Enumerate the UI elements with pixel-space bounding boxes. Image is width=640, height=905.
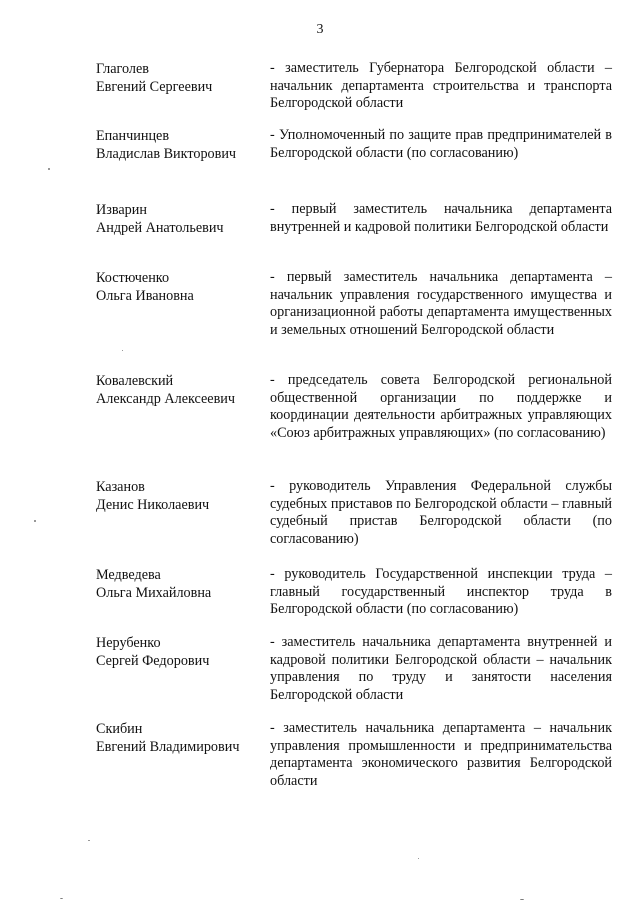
member-given-names: Андрей Анатольевич — [96, 220, 224, 236]
member-given-names: Ольга Ивановна — [96, 288, 194, 304]
member-name — [96, 478, 266, 514]
member-position: - заместитель начальника департамента внутренней и кадровой политики Белгородской области – начальник управления по труду и занятости населения Белгородской области — [270, 634, 612, 703]
member-name — [96, 60, 266, 96]
scan-speck — [418, 858, 419, 859]
member-surname: Нерубенко — [96, 635, 161, 651]
member-surname: Епанчинцев — [96, 128, 170, 144]
member-surname: Скибин — [96, 721, 143, 737]
member-position: - первый заместитель начальника департамента внутренней и кадровой политики Белгородской области — [270, 201, 612, 235]
member-given-names: Денис Николаевич — [96, 497, 210, 513]
scan-speck — [60, 898, 63, 899]
member-name — [96, 566, 266, 602]
member-surname: Глаголев — [96, 61, 149, 77]
page-number: 3 — [316, 22, 324, 37]
scan-speck — [122, 350, 123, 351]
scan-speck — [34, 520, 36, 522]
member-given-names: Ольга Михайловна — [96, 585, 212, 601]
member-name — [96, 269, 266, 305]
member-given-names: Сергей Федорович — [96, 653, 210, 669]
member-given-names: Евгений Владимирович — [96, 739, 240, 755]
member-given-names: Владислав Викторович — [96, 146, 237, 162]
scan-speck — [520, 899, 524, 900]
member-surname: Ковалевский — [96, 373, 174, 389]
member-name — [96, 634, 266, 670]
member-name — [96, 372, 266, 408]
member-surname: Костюченко — [96, 270, 170, 286]
member-given-names: Евгений Сергеевич — [96, 79, 213, 95]
member-name — [96, 201, 266, 237]
member-position: - заместитель начальника департамента – начальник управления промышленности и предпринимательства департамента экономического развития Белгородской области — [270, 720, 612, 789]
member-surname: Изварин — [96, 202, 147, 218]
member-surname: Медведева — [96, 567, 161, 583]
member-position: - руководитель Управления Федеральной службы судебных приставов по Белгородской области – главный судебный пристав Белгородской области (по согласованию) — [270, 478, 612, 547]
member-surname: Казанов — [96, 479, 145, 495]
member-position: - первый заместитель начальника департамента – начальник управления государственного имущества и организационной работы департамента имущественных и земельных отношений Белгородской области — [270, 269, 612, 338]
member-given-names: Александр Алексеевич — [96, 391, 236, 407]
scan-speck — [88, 840, 90, 841]
member-position: - председатель совета Белгородской региональной общественной организации по поддержке и координации деятельности арбитражных управляющих «Союз арбитражных управляющих» (по согласованию) — [270, 372, 612, 441]
member-name — [96, 127, 266, 163]
member-position: - заместитель Губернатора Белгородской области – начальник департамента строительства и транспорта Белгородской области — [270, 60, 612, 112]
member-position: - Уполномоченный по защите прав предпринимателей в Белгородской области (по согласованию) — [270, 127, 612, 161]
member-position: - руководитель Государственной инспекции труда – главный государственный инспектор труда в Белгородской области (по согласованию) — [270, 566, 612, 618]
member-name — [96, 720, 266, 756]
scan-speck — [48, 168, 50, 170]
